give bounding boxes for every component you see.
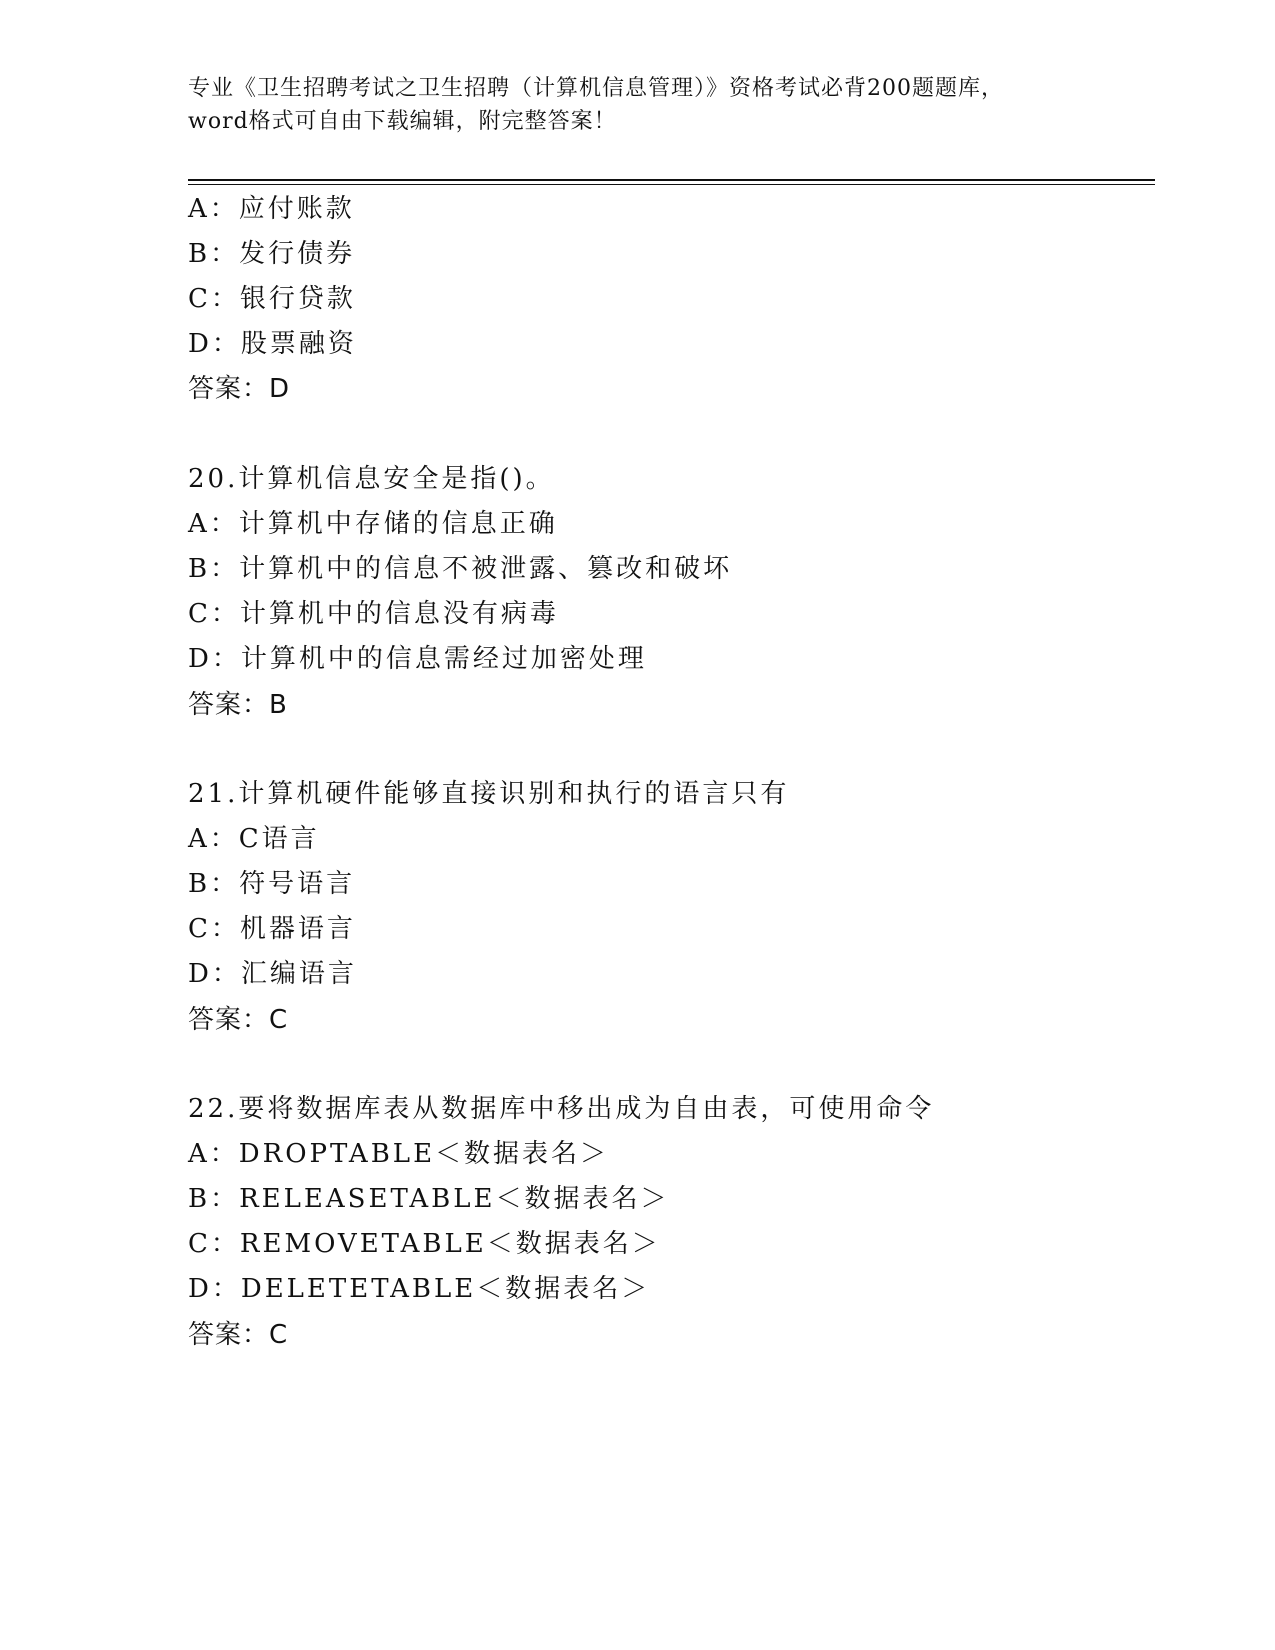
header-divider-thick xyxy=(188,179,1155,181)
q22-option-a: A：DROPTABLE＜数据表名＞ xyxy=(188,1139,610,1169)
q20-option-b: B：计算机中的信息不被泄露、篡改和破坏 xyxy=(188,554,733,584)
q21-option-d: D：汇编语言 xyxy=(188,959,357,989)
q20-question: 20.计算机信息安全是指()。 xyxy=(188,464,555,494)
q19-option-c: C：银行贷款 xyxy=(188,284,356,314)
q22-option-b: B：RELEASETABLE＜数据表名＞ xyxy=(188,1184,670,1214)
q22-option-d: D：DELETETABLE＜数据表名＞ xyxy=(188,1274,651,1304)
q20-answer: 答案：B xyxy=(188,690,288,720)
q22-answer: 答案：C xyxy=(188,1320,289,1350)
q22-question: 22.要将数据库表从数据库中移出成为自由表，可使用命令 xyxy=(188,1094,935,1124)
q22-option-c: C：REMOVETABLE＜数据表名＞ xyxy=(188,1229,661,1259)
q21-option-b: B：符号语言 xyxy=(188,869,356,899)
q20-option-d: D：计算机中的信息需经过加密处理 xyxy=(188,644,647,674)
q19-option-d: D：股票融资 xyxy=(188,329,357,359)
q21-option-c: C：机器语言 xyxy=(188,914,356,944)
q19-answer: 答案：D xyxy=(188,374,291,404)
header-divider-thin xyxy=(188,184,1155,185)
q20-option-a: A：计算机中存储的信息正确 xyxy=(188,509,558,539)
header-title-line-2: word格式可自由下载编辑，附完整答案！ xyxy=(188,109,617,134)
q21-option-a: A：C语言 xyxy=(188,824,320,854)
q21-answer: 答案：C xyxy=(188,1005,289,1035)
q21-question: 21.计算机硬件能够直接识别和执行的语言只有 xyxy=(188,779,790,809)
q19-option-b: B：发行债券 xyxy=(188,239,356,269)
q19-option-a: A：应付账款 xyxy=(188,194,355,224)
header-title-line-1: 专业《卫生招聘考试之卫生招聘（计算机信息管理）》资格考试必背200题题库， xyxy=(188,76,1004,101)
q20-option-c: C：计算机中的信息没有病毒 xyxy=(188,599,559,629)
document-header xyxy=(188,72,1088,138)
